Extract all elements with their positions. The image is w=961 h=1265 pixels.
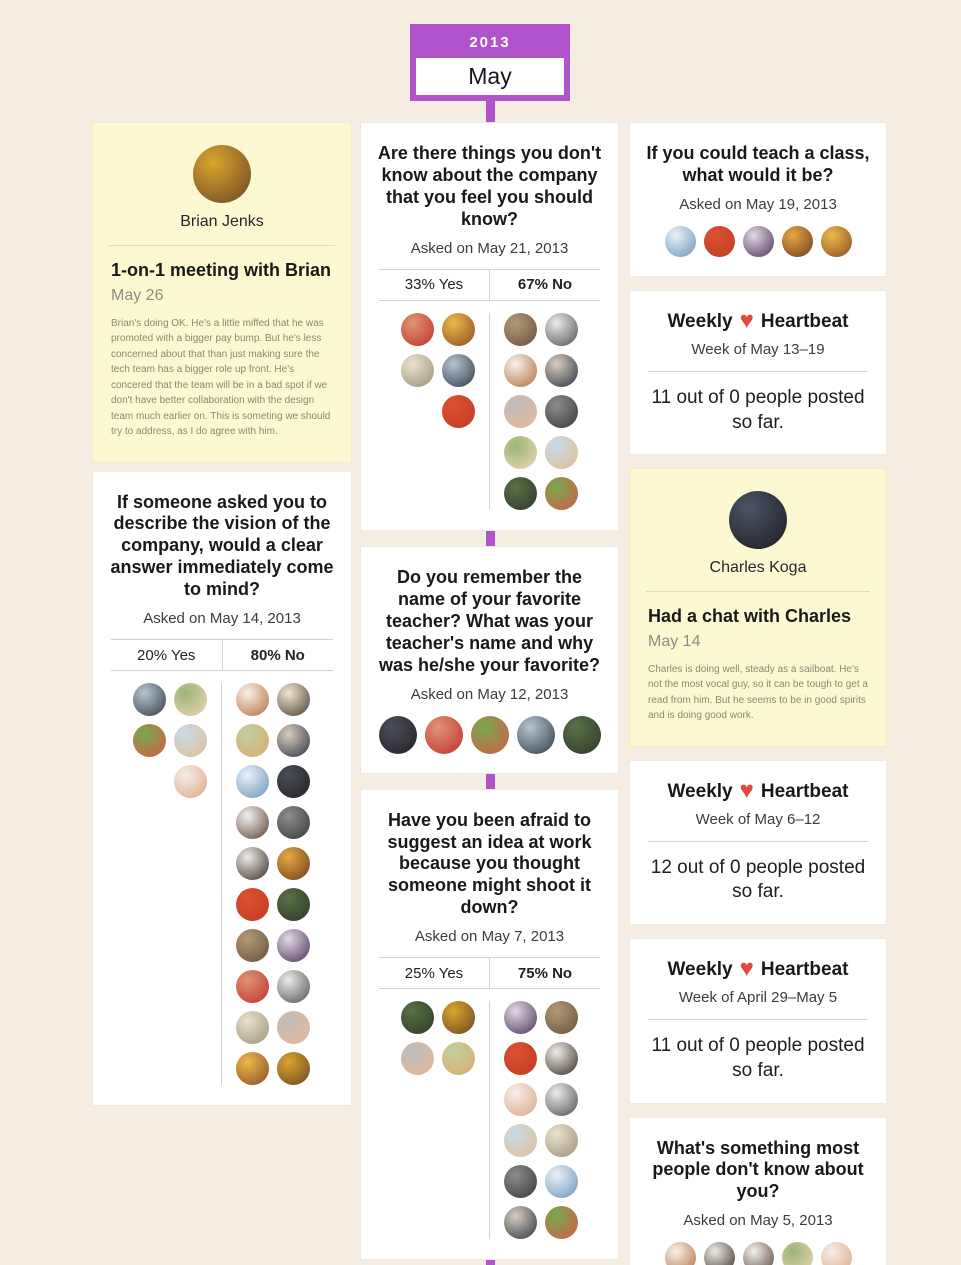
- asked-date: Asked on May 14, 2013: [143, 610, 301, 628]
- avatar-orange-man[interactable]: [277, 847, 310, 880]
- heartbeat-stat: 11 out of 0 people posted so far.: [651, 1035, 865, 1081]
- avatar-sunglasses-man[interactable]: [174, 724, 207, 757]
- heartbeat-card: [629, 290, 887, 455]
- avatar-orange-man[interactable]: [782, 226, 813, 257]
- heartbeat-week: Week of May 6–12: [695, 810, 821, 828]
- avatar-sketch[interactable]: [545, 1124, 578, 1157]
- year-label: 2013: [469, 34, 511, 51]
- avatar-goofy-man[interactable]: [277, 929, 310, 962]
- note-body: Charles is doing well, steady as a sailboat. He's not the most vocal guy, so it can be tough to get a read from him. But he seems to be in good spirits and is doing good work.: [648, 663, 868, 722]
- heartbeat-stat: 11 out of 0 people posted so far.: [651, 386, 865, 433]
- heartbeat-week: Week of April 29–May 5: [678, 989, 838, 1007]
- heartbeat-stat: 12 out of 0 people posted so far.: [650, 856, 866, 903]
- timeline-year-badge: [410, 24, 570, 101]
- note-card: [92, 122, 352, 463]
- avatar-baby[interactable]: [277, 1011, 310, 1044]
- avatar-car[interactable]: [133, 683, 166, 716]
- asked-date: Asked on May 21, 2013: [410, 239, 569, 257]
- avatar-apple[interactable]: [504, 1042, 537, 1075]
- timeline-column-left: [92, 122, 352, 1106]
- avatar-hat-man[interactable]: [277, 765, 310, 798]
- percent-row: [111, 639, 333, 671]
- avatar-photographer[interactable]: [504, 1165, 537, 1198]
- poll-responses: [93, 671, 351, 1105]
- timeline-column-right: [629, 122, 887, 1265]
- heart-icon: ♥: [739, 955, 754, 983]
- timeline-column-middle: [360, 122, 619, 1260]
- avatar-hat-man[interactable]: [379, 716, 417, 754]
- asked-date: Asked on May 19, 2013: [679, 195, 837, 213]
- question-card: [629, 1117, 887, 1265]
- avatar-thumbsup-man[interactable]: [545, 1001, 578, 1034]
- avatar-baby[interactable]: [401, 1042, 434, 1075]
- avatar-bw-eye[interactable]: [545, 313, 578, 346]
- avatar-ear-woman[interactable]: [504, 1083, 537, 1116]
- asked-date: Asked on May 12, 2013: [410, 685, 569, 703]
- avatar-family[interactable]: [133, 724, 166, 757]
- yes-percent-label: 33% Yes: [379, 270, 490, 300]
- yes-responses: [361, 1001, 490, 1239]
- heart-icon: ♥: [739, 306, 754, 334]
- asked-date: Asked on May 7, 2013: [414, 928, 565, 946]
- asked-date: Asked on May 5, 2013: [683, 1212, 833, 1230]
- heartbeat-title-right: Heartbeat: [760, 310, 849, 332]
- percent-row: [379, 269, 600, 301]
- question-text: Do you remember the name of your favorite teacher? What was your teacher's name and why was he/she your favorite?: [378, 566, 601, 675]
- no-avatar-grid: [236, 683, 351, 1085]
- avatar-family[interactable]: [545, 477, 578, 510]
- avatar-glasses-woman[interactable]: [236, 806, 269, 839]
- note-card: [629, 468, 887, 747]
- avatar-young-man[interactable]: [277, 683, 310, 716]
- avatar-green-man[interactable]: [174, 683, 207, 716]
- yes-responses: [361, 313, 490, 510]
- no-percent-label: 75% No: [517, 964, 573, 982]
- avatar-redshirt-man[interactable]: [236, 970, 269, 1003]
- heartbeat-card: [629, 938, 887, 1103]
- question-card: [629, 122, 887, 277]
- person-name: Charles Koga: [709, 559, 807, 577]
- heartbeat-title: [630, 291, 886, 334]
- avatar-car[interactable]: [442, 354, 475, 387]
- month-label: May: [468, 63, 512, 89]
- avatar-goofy-man[interactable]: [504, 1001, 537, 1034]
- avatar-sketch[interactable]: [236, 1011, 269, 1044]
- avatar-ear-woman[interactable]: [174, 765, 207, 798]
- note-date: May 26: [111, 286, 164, 304]
- avatar-curly-glasses-man[interactable]: [545, 1042, 578, 1075]
- heartbeat-title-left: Weekly: [667, 310, 733, 332]
- avatar-mountains[interactable]: [665, 226, 696, 257]
- avatar-suit-man[interactable]: [277, 724, 310, 757]
- note-date: May 14: [648, 632, 701, 650]
- avatar-suit-man[interactable]: [504, 1206, 537, 1239]
- responder-avatars: [640, 1242, 876, 1265]
- timeline-month-badge: [416, 58, 564, 95]
- poll-card: [360, 789, 619, 1261]
- avatar-green-man[interactable]: [782, 1242, 813, 1265]
- responder-avatars: [640, 226, 876, 276]
- heart-icon: ♥: [739, 776, 754, 804]
- avatar-hamburger[interactable]: [236, 1052, 269, 1085]
- avatar-mountains[interactable]: [545, 1165, 578, 1198]
- question-card: [360, 546, 619, 774]
- note-title: 1-on-1 meeting with Brian: [111, 260, 332, 280]
- avatar-hood-woman[interactable]: [401, 1001, 434, 1034]
- question-text: Are there things you don't know about the company that you feel you should know?: [377, 143, 602, 229]
- avatar-family[interactable]: [545, 1206, 578, 1239]
- person-name: Brian Jenks: [180, 213, 264, 230]
- no-percent-label: 80% No: [250, 646, 305, 664]
- question-text: If someone asked you to describe the vision of the company, would a clear answer immediately come to mind?: [110, 491, 334, 600]
- avatar-apple[interactable]: [704, 226, 735, 257]
- avatar-hood-woman[interactable]: [563, 716, 601, 754]
- avatar-green-man[interactable]: [504, 436, 537, 469]
- avatar-sunglasses-man[interactable]: [504, 1124, 537, 1157]
- avatar-hamburger[interactable]: [442, 313, 475, 346]
- responder-avatars: [371, 716, 608, 773]
- heartbeat-title: [630, 761, 886, 804]
- heartbeat-title-right: Heartbeat: [760, 780, 849, 802]
- note-title: Had a chat with Charles: [648, 606, 852, 627]
- avatar-thumbsup-man[interactable]: [236, 929, 269, 962]
- avatar-laughing-man[interactable]: [193, 145, 251, 203]
- heartbeat-title-right: Heartbeat: [760, 959, 849, 981]
- yes-avatar-grid: [361, 313, 475, 428]
- no-responses: [222, 683, 351, 1085]
- heartbeat-week: Week of May 13–19: [691, 340, 825, 358]
- heartbeat-title: [630, 939, 886, 982]
- heartbeat-title-left: Weekly: [667, 780, 733, 802]
- heartbeat-title-left: Weekly: [667, 959, 733, 981]
- avatar-curly-glasses-man[interactable]: [236, 847, 269, 880]
- question-text: Have you been afraid to suggest an idea at work because you thought someone might shoot it down?: [387, 809, 592, 918]
- yes-percent-label: 25% Yes: [379, 958, 490, 988]
- avatar-ear-woman[interactable]: [821, 1242, 852, 1265]
- no-avatar-grid: [504, 1001, 619, 1239]
- avatar-redshirt-man[interactable]: [425, 716, 463, 754]
- no-percent-label: 67% No: [517, 276, 573, 294]
- avatar-curly-woman[interactable]: [236, 724, 269, 757]
- avatar-hood-woman[interactable]: [504, 477, 537, 510]
- yes-avatar-grid: [93, 683, 207, 798]
- heartbeat-card: [629, 760, 887, 925]
- poll-card: [360, 122, 619, 531]
- avatar-family[interactable]: [471, 716, 509, 754]
- question-text: What's something most people don't know about you?: [652, 1137, 864, 1202]
- no-responses: [490, 1001, 619, 1239]
- poll-responses: [361, 301, 618, 530]
- avatar-laughing-man[interactable]: [277, 1052, 310, 1085]
- no-responses: [490, 313, 619, 510]
- avatar-suit-man[interactable]: [545, 354, 578, 387]
- avatar-bw-eye[interactable]: [277, 970, 310, 1003]
- no-avatar-grid: [504, 313, 619, 510]
- note-body: Brian's doing OK. He's a little miffed that he was promoted with a bigger pay bump. But he's less concerned about that than just making sure the tech team has a bigger role up front. He's concered that the team will be in a bad spot if we don't have better collaboration with the design team much earlier on. This is someting we should try to address, as I do agree with him.: [111, 317, 331, 437]
- avatar-redshirt-man[interactable]: [401, 313, 434, 346]
- avatar-apple[interactable]: [442, 395, 475, 428]
- avatar-curly-glasses-man[interactable]: [704, 1242, 735, 1265]
- avatar-goofy-man[interactable]: [743, 226, 774, 257]
- poll-card: [92, 471, 352, 1107]
- yes-percent-label: 20% Yes: [111, 640, 223, 670]
- avatar-curly-woman[interactable]: [442, 1042, 475, 1075]
- yes-avatar-grid: [361, 1001, 475, 1075]
- avatar-sunglasses-man[interactable]: [545, 436, 578, 469]
- avatar-photographer[interactable]: [277, 806, 310, 839]
- avatar-baby[interactable]: [504, 395, 537, 428]
- percent-row: [379, 957, 600, 989]
- avatar-apple[interactable]: [236, 888, 269, 921]
- poll-responses: [361, 989, 618, 1259]
- avatar-charles-koga[interactable]: [729, 491, 787, 549]
- avatar-dog[interactable]: [504, 354, 537, 387]
- avatar-dog[interactable]: [236, 683, 269, 716]
- avatar-sketch[interactable]: [401, 354, 434, 387]
- question-text: If you could teach a class, what would it be?: [646, 143, 870, 185]
- avatar-bw-eye[interactable]: [545, 1083, 578, 1116]
- avatar-car[interactable]: [517, 716, 555, 754]
- yes-responses: [93, 683, 222, 1085]
- avatar-thumbsup-man[interactable]: [504, 313, 537, 346]
- avatar-hamburger[interactable]: [821, 226, 852, 257]
- avatar-glasses-woman[interactable]: [743, 1242, 774, 1265]
- avatar-laughing-man[interactable]: [442, 1001, 475, 1034]
- avatar-hood-woman[interactable]: [277, 888, 310, 921]
- avatar-photographer[interactable]: [545, 395, 578, 428]
- avatar-dog[interactable]: [665, 1242, 696, 1265]
- avatar-mountains[interactable]: [236, 765, 269, 798]
